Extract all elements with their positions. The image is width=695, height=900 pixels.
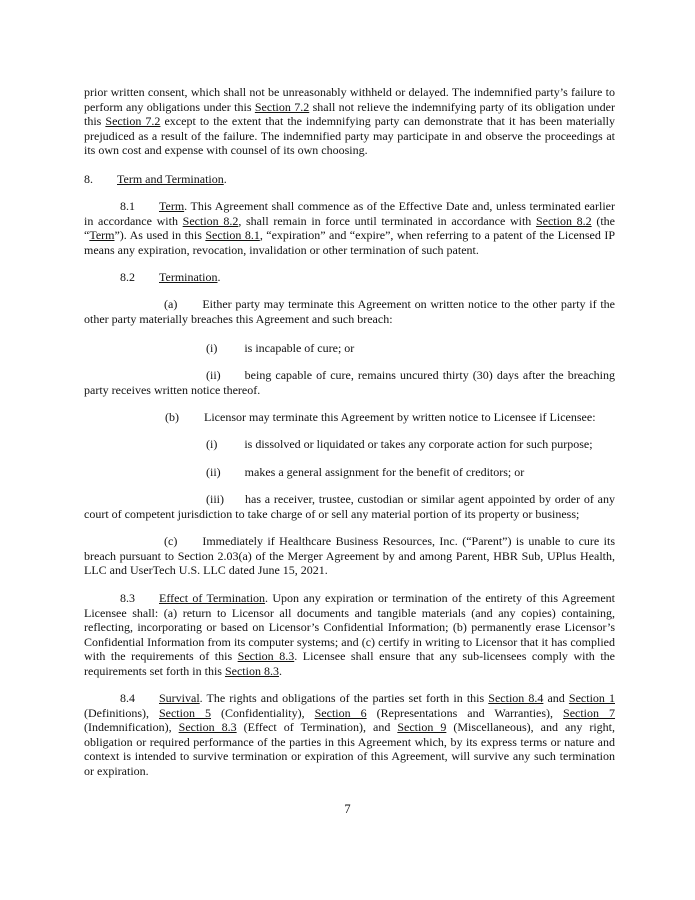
section-8-2-title: Termination [159, 270, 218, 284]
text-run: (the “ [84, 213, 615, 243]
clause-a-ii-text: being capable of cure, remains uncured thirty (30) days after the breaching party receives written notice thereof. [84, 368, 615, 397]
section-8-1-number: 8.1 [120, 199, 135, 213]
paragraph-7-2-continuation [84, 85, 615, 158]
section-8-number: 8. [84, 172, 93, 186]
text-run: . This Agreement shall commence as of the Effective Date and, unless terminated earlier in accordance with [84, 199, 615, 228]
clause-a-ii-label: (ii) [206, 368, 221, 382]
clause-b-ii-label: (ii) [206, 465, 221, 479]
section-8-4-number: 8.4 [120, 691, 135, 705]
text-run: except to the extent that the indemnifying party can demonstrate that it has been materially prejudiced as a result of the failure. The indemnified party may participate in and observe the proceedings at its own cost and expense with counsel of its own choosing. [84, 114, 615, 158]
section-reference: Term [159, 199, 185, 213]
clause-8-2-c [84, 534, 615, 578]
text-run: , “expiration” and “expire”, when referring to a patent of the Licensed IP means any expiration, revocation, invalidation or other termination of such patent. [84, 228, 615, 257]
section-reference: Section 8.3 [237, 649, 295, 664]
section-8-1-text [84, 199, 615, 257]
clause-a-label: (a) [164, 297, 178, 311]
text-run: (Confidentiality), [210, 705, 315, 720]
text-run: shall not relieve the indemnifying party of its obligation under this [84, 99, 615, 129]
section-8-2-number: 8.2 [120, 270, 135, 284]
text-run: (Miscellaneous), and any right, obligation or required performance of the parties in this Agreement which, by its express terms or nature and context is intended to survive termination or expiration of this Agreement, will survive any such termination or expiration. [84, 720, 615, 778]
clause-a-text: Either party may terminate this Agreement on written notice to the other party if the other party materially breaches this Agreement and such breach: [84, 297, 615, 326]
clause-8-2-a-ii [84, 368, 615, 397]
section-reference: Section 9 [397, 720, 447, 735]
section-reference: Section 5 [158, 705, 211, 720]
text-run: . Licensee shall ensure that any sub-licensees comply with the requirements set forth in this [84, 649, 615, 678]
text-run: , shall remain in force until terminated in accordance with [238, 213, 536, 228]
section-8-2-heading: 8.2 Termination. [120, 270, 221, 284]
clause-b-label: (b) [165, 410, 179, 424]
clause-a-i-text: is incapable of cure; or [244, 341, 355, 355]
clause-8-2-b-iii [84, 492, 615, 521]
clause-b-iii-text: has a receiver, trustee, custodian or similar agent appointed by order of any court of competent jurisdiction to take charge of or sell any material portion of its property or business; [84, 492, 615, 521]
clause-8-2-a [84, 297, 615, 326]
section-reference: Section 8.2 [182, 213, 239, 228]
section-reference: Section 6 [314, 705, 367, 720]
section-reference: Section 7 [563, 705, 616, 720]
section-reference: Section 8.4 [488, 691, 544, 705]
text-run: prior written consent, which shall not be unreasonably withheld or delayed. The indemnified party’s failure to perform any obligations under this [84, 85, 615, 114]
section-reference: Section 8.1 [205, 228, 260, 243]
text-run: (Representations and Warranties), [366, 705, 564, 720]
clause-8-2-b-ii [206, 465, 524, 480]
section-8-3-number: 8.3 [120, 591, 135, 605]
section-reference: Section 1 [568, 691, 615, 705]
clause-8-2-b [165, 410, 596, 425]
section-reference: Section 8.2 [535, 213, 592, 228]
clause-b-text: Licensor may terminate this Agreement by written notice to Licensee if Licensee: [204, 410, 596, 424]
text-run: . Upon any expiration or termination of the entirety of this Agreement Licensee shall: (a) return to Licensor all documents and tangible materials (and any copies) containing, reflecting, incorporating or based on Licensor’s Confidential Information; (b) permanently erase Licensor’s Confidential Information from its computer systems; and (c) certify in writing to Licensor that it has complied with the requirements of this [84, 591, 615, 664]
clause-b-i-text: is dissolved or liquidated or takes any corporate action for such purpose; [244, 437, 593, 451]
section-8-title: Term and Termination [117, 172, 224, 186]
section-reference: Term [89, 228, 115, 243]
clause-8-2-b-i [206, 437, 593, 452]
text-run: (Indemnification), [84, 720, 179, 735]
text-run: ”). As used in this [114, 228, 206, 243]
clause-c-label: (c) [164, 534, 178, 548]
section-reference: Section 7.2 [254, 99, 310, 114]
section-reference: Section 8.3 [224, 663, 279, 678]
section-8-1-paragraph [84, 199, 615, 257]
section-8-4-paragraph [84, 691, 615, 779]
text-run: . The rights and obligations of the parties set forth in this [199, 691, 489, 705]
section-8-4-text [84, 691, 615, 778]
clause-8-2-a-i [206, 341, 354, 356]
clause-c-text: Immediately if Healthcare Business Resources, Inc. (“Parent”) is unable to cure its breach pursuant to Section 2.03(a) of the Merger Agreement by and among Parent, HBR Sub, UPlus Health, LLC and UserTech U.S. LLC dated June 15, 2021. [84, 534, 615, 578]
clause-b-ii-text: makes a general assignment for the benefit of creditors; or [244, 465, 525, 479]
section-reference: Section 7.2 [105, 114, 161, 129]
clause-b-i-label: (i) [206, 437, 218, 451]
clause-b-iii-label: (iii) [206, 492, 224, 506]
section-reference: Survival [159, 691, 200, 705]
text-run: (Definitions), [84, 705, 159, 720]
text-run: (Effect of Termination), and [236, 720, 398, 735]
text-run: and [543, 691, 569, 705]
section-reference: Section 8.3 [178, 720, 237, 735]
page-number: 7 [344, 802, 351, 816]
section-8-3-text [84, 591, 615, 678]
section-8-heading: 8. Term and Termination. [84, 172, 227, 186]
section-8-3-paragraph [84, 591, 615, 679]
section-reference: Effect of Termination [159, 591, 266, 605]
clause-a-i-label: (i) [206, 341, 218, 355]
text-run: . [278, 663, 282, 678]
